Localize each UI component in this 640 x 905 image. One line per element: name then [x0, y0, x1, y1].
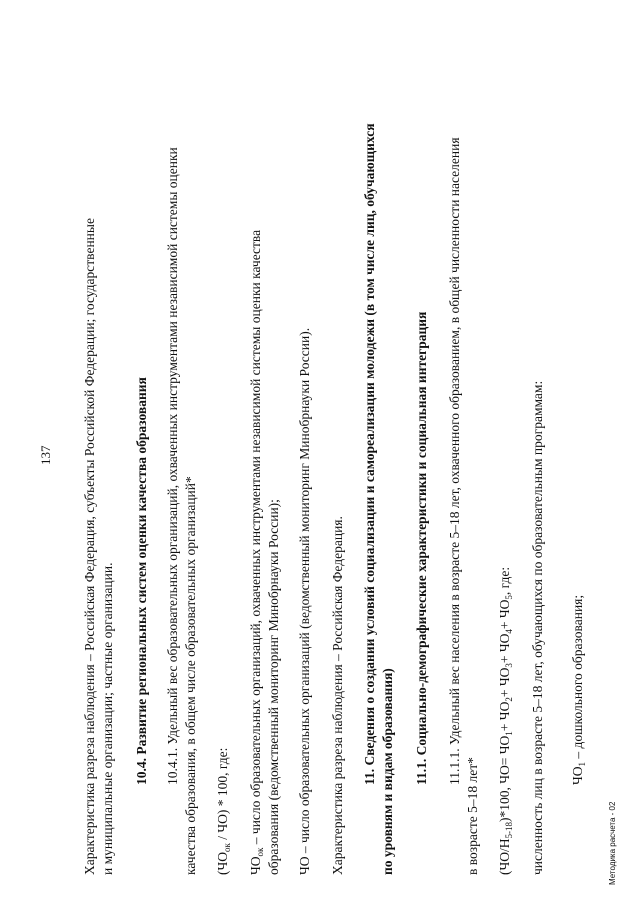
section-heading: 11. Сведения о создании условий социализации и самореализации молодежи (в том числе лиц, обучающихся: [362, 123, 377, 785]
formula-part: + ЧО: [497, 667, 512, 698]
formula-part: )*100, ЧО= ЧО: [497, 735, 512, 822]
formula-line: [215, 748, 231, 875]
formula-subscript: 2: [504, 697, 514, 702]
definition-line: [248, 230, 264, 875]
text-line: 11.1.1. Удельный вес населения в возрасте 5–18 лет, охваченного образованием, в общей численности населения: [447, 137, 462, 785]
formula-subscript: 4: [504, 629, 514, 634]
definition-subscript: 1: [577, 761, 587, 767]
formula-line: [497, 567, 513, 875]
page-footer: Методика расчета - 02: [608, 801, 617, 885]
page-number: 137: [38, 445, 53, 465]
definition-subscript: ок: [255, 847, 265, 857]
formula-part: / ЧО) * 100, где:: [215, 747, 230, 844]
definition-part: – число образовательных организаций, охваченных инструментами независимой системы оценки качества: [248, 229, 263, 848]
text-line: образования (ведомственный мониторинг Минобрнауки России);: [266, 499, 281, 875]
definition-line: [570, 595, 586, 785]
section-heading: по уровням и видам образования): [380, 668, 395, 875]
text-line: 10.4.1. Удельный вес образовательных организаций, охваченных инструментами независимой системы оценки: [165, 147, 180, 785]
formula-part: (ЧО/Н: [497, 838, 512, 875]
text-line: Характеристика разреза наблюдения – Российская Федерация, субъекты Российской Федерации; государственные: [82, 218, 97, 875]
formula-subscript: 1: [504, 731, 514, 736]
section-heading: 10.4. Развитие региональных систем оценки качества образования: [134, 377, 149, 785]
formula-subscript: 5: [504, 595, 514, 600]
text-line: качества образования, в общем числе образовательных организаций*: [183, 476, 198, 875]
definition-part: ЧО: [248, 856, 263, 875]
formula-part: , где:: [497, 566, 512, 596]
formula-part: + ЧО: [497, 633, 512, 664]
definition-part: ЧО: [570, 766, 585, 785]
formula-part: + ЧО: [497, 599, 512, 630]
text-line: Характеристика разреза наблюдения – Российская Федерация.: [330, 516, 345, 875]
formula-subscript: 5-18: [504, 821, 514, 839]
text-line: в возрасте 5–18 лет*: [465, 757, 480, 875]
formula-subscript: ок: [222, 843, 232, 852]
text-line: ЧО – число образовательных организаций (ведомственный мониторинг Минобрнауки России).: [297, 327, 312, 875]
subsection-heading: 11.1. Социально-демографические характеристики и социальная интеграция: [414, 311, 429, 785]
text-line: численность лиц в возрасте 5–18 лет, обучающихся по образовательным программам:: [530, 380, 545, 875]
formula-part: + ЧО: [497, 701, 512, 732]
text-line: и муниципальные организации; частные организации.: [100, 562, 115, 875]
formula-subscript: 3: [504, 663, 514, 668]
formula-part: (ЧО: [215, 851, 230, 875]
definition-part: – дошкольного образования;: [570, 594, 585, 762]
